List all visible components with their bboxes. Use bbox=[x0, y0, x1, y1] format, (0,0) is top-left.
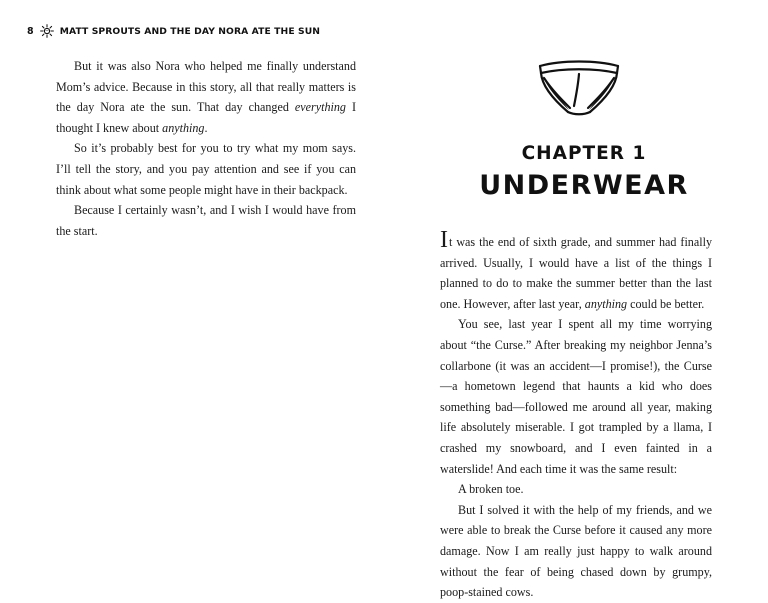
text-run: . bbox=[204, 120, 208, 135]
text-run: But it was also Nora who helped me finally understand Mom’s advice. Because in this story, all that really matters is the day Nora ate the sun. That day changed bbox=[56, 59, 356, 115]
italic-run: anything bbox=[162, 120, 205, 135]
left-page-body bbox=[56, 56, 356, 241]
paragraph: But I solved it with the help of my friends, and we were able to break the Curse before it caused any more damage. Now I am really just happy to walk around without the fear of being chased down by grumpy, poop-stained cows. bbox=[440, 502, 712, 600]
paragraph: So it’s probably best for you to try what my mom says. I’ll tell the story, and you pay attention and see if you can think about what some people might have in their backpack. bbox=[56, 141, 356, 197]
right-page-body bbox=[440, 227, 712, 603]
text-run: I thought I knew about bbox=[56, 100, 356, 135]
italic-run: everything bbox=[294, 100, 346, 115]
paragraph bbox=[440, 227, 712, 314]
chapter-title: UNDERWEAR bbox=[479, 170, 689, 201]
italic-run: anything bbox=[584, 296, 628, 311]
paragraph: Because I certainly wasn’t, and I wish I would have from the start. bbox=[56, 203, 356, 238]
paragraph bbox=[56, 56, 356, 138]
running-head-title: MATT SPROUTS AND THE DAY NORA ATE THE SUN bbox=[59, 25, 321, 37]
paragraph: You see, last year I spent all my time worrying about “the Curse.” After breaking my neighbor Jenna’s collarbone (it was an accident—I promise!), the Curse—a hometown legend that haunts a kid who does something bad—followed me around all year, making life absolutely miserable. I got trampled by a llama, I crashed my snowboard, and I even fainted in a waterslide! And each time it was the same result: bbox=[440, 317, 712, 476]
underwear-icon bbox=[532, 56, 626, 120]
running-header bbox=[27, 23, 320, 39]
chapter-number: CHAPTER 1 bbox=[521, 143, 647, 164]
drop-cap: I bbox=[440, 227, 448, 253]
page-number: 8 bbox=[27, 25, 34, 37]
sun-icon bbox=[40, 24, 54, 38]
paragraph: A broken toe. bbox=[458, 482, 524, 497]
text-run: could be better. bbox=[627, 296, 705, 311]
text-run: t was the end of sixth grade, and summer had finally arrived. Usually, I would have a list of the things I planned to do to make the summer better than the last one. However, after last year, bbox=[440, 235, 712, 311]
